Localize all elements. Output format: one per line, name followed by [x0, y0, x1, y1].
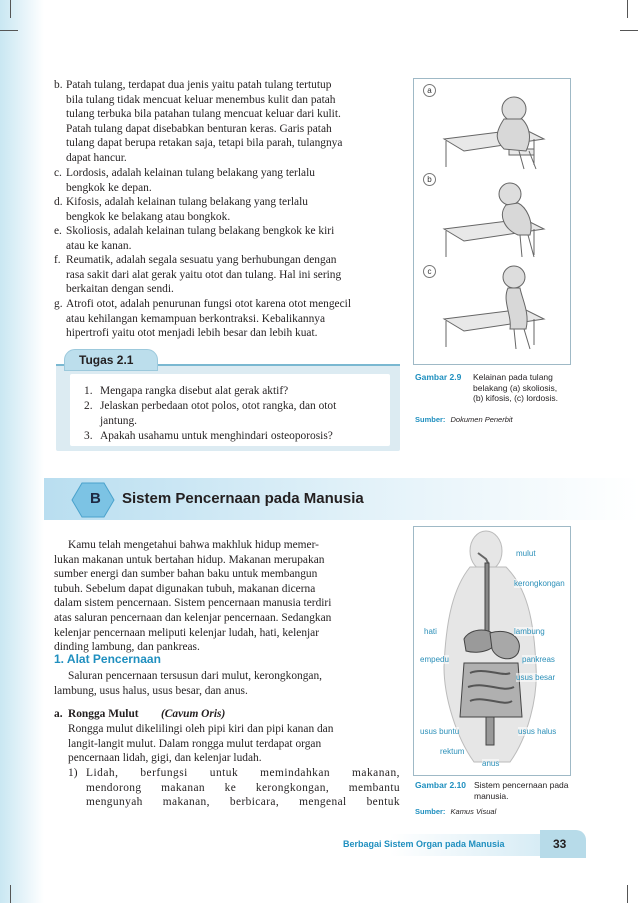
figure-label-a: a	[423, 84, 436, 97]
posture-illustration	[414, 79, 570, 364]
rongga-mulut-paragraph: Rongga mulut dikelilingi oleh pipi kiri dan pipi kanan dan langit-langit mulut. Dalam rongga mulut terdapat organ pencernaan lidah, gigi, dan kelenjar ludah.	[68, 723, 334, 765]
crop-mark	[627, 885, 628, 903]
crop-mark	[627, 0, 628, 18]
intro-paragraph: Kamu telah mengetahui bahwa makhluk hidup memer- lukan makanan untuk bertahan hidup. Makanan merupakan sumber energi dan sumber bahan baku untuk membangun tubuh. Sebelum dapat digunakan tubuh, makanan dicerna dalam sistem pencernaan. Sistem pencernaan manusia terdiri atas saluran pencernaan dan kelenjar pencernaan. Sedangkan kelenjar pencernaan meliputi kelenjar ludah, hati, kelenjar dinding lambung, dan pankreas.	[54, 539, 332, 654]
subheading-alat-pencernaan: 1. Alat Pencernaan	[54, 652, 161, 666]
label-pankreas: pankreas	[522, 655, 555, 664]
label-kerongkongan: kerongkongan	[514, 579, 565, 588]
label-lambung: lambung	[514, 627, 545, 636]
figure-2-10	[413, 526, 571, 776]
digestive-system-illustration	[414, 527, 570, 775]
tugas-box	[56, 364, 400, 451]
subheading-rongga-mulut: a. Rongga Mulut (Cavum Oris)	[54, 708, 226, 720]
list-item-skoliosis: e. Skoliosis, adalah kelainan tulang belakang bengkok ke kiri atau ke kanan.	[54, 225, 335, 252]
crop-mark	[10, 0, 11, 18]
page-side-band	[0, 0, 44, 903]
list-item-patah-tulang: b. Patah tulang, terdapat dua jenis yaitu patah tulang tertutup bila tulang tidak mencuat keluar menembus kulit dan patah tulang terbuka bila patahan tulang mencuat keluar dari kulit. Patah tulang dapat disebabkan benturan keras. Garis patah tulang dapat berupa retakan saja, tetapi bila parah, tulangnya dapat hancur.	[54, 79, 343, 164]
list-item-atrofi: g. Atrofi otot, adalah penurunan fungsi otot karena otot mengecil atau kehilangan kemampuan berkontraksi. Kebalikannya hipertrofi yaitu otot menjadi lebih besar dan lebih kuat.	[54, 298, 351, 340]
tugas-question: 1. Mengapa rangka disebut alat gerak aktif?	[84, 385, 289, 397]
list-item-lordosis: c. Lordosis, adalah kelainan tulang belakang yang terlalu bengkok ke depan.	[54, 167, 315, 194]
label-empedu: empedu	[420, 655, 449, 664]
crop-mark	[620, 30, 638, 31]
figure-label-c: c	[423, 265, 436, 278]
page-number: 33	[553, 837, 567, 851]
footer-title: Berbagai Sistem Organ pada Manusia	[343, 839, 505, 849]
section-title: Sistem Pencernaan pada Manusia	[122, 490, 364, 507]
tugas-question: 3. Apakah usahamu untuk menghindari osteoporosis?	[84, 430, 333, 442]
label-rektum: rektum	[440, 747, 465, 756]
figure-label-b: b	[423, 173, 436, 186]
section-letter: B	[90, 490, 101, 507]
label-anus: anus	[482, 759, 500, 768]
tugas-tab	[64, 349, 158, 371]
crop-mark	[0, 30, 18, 31]
crop-mark	[10, 885, 11, 903]
tugas-title: Tugas 2.1	[79, 353, 134, 367]
label-hati: hati	[424, 627, 437, 636]
sub1-paragraph: Saluran pencernaan tersusun dari mulut, kerongkongan, lambung, usus halus, usus besar, dan anus.	[54, 670, 322, 697]
page-number-tab	[540, 830, 586, 858]
label-mulut: mulut	[516, 549, 536, 558]
figure-2-9	[413, 78, 571, 365]
list-item-kifosis: d. Kifosis, adalah kelainan tulang belakang yang terlalu bengkok ke belakang atau bongkok.	[54, 196, 308, 223]
label-usus-besar: usus besar	[516, 673, 556, 682]
list-item-reumatik: f. Reumatik, adalah segala sesuatu yang berhubungan dengan rasa sakit dari alat gerak yaitu otot dan tulang. Hal ini sering berkaitan dengan sendi.	[54, 254, 342, 296]
label-usus-halus: usus halus	[518, 727, 557, 736]
label-usus-buntu: usus buntu	[420, 727, 460, 736]
tugas-questions-panel	[70, 374, 390, 446]
tugas-question: 2. Jelaskan perbedaan otot polos, otot rangka, dan otot jantung.	[84, 400, 337, 427]
lidah-item: 1) Lidah, berfungsi untuk memindahkan makanan, mendorong makanan ke kerongkongan, membantu mengunyah makanan, berbicara, mengenal bentuk	[68, 767, 400, 809]
